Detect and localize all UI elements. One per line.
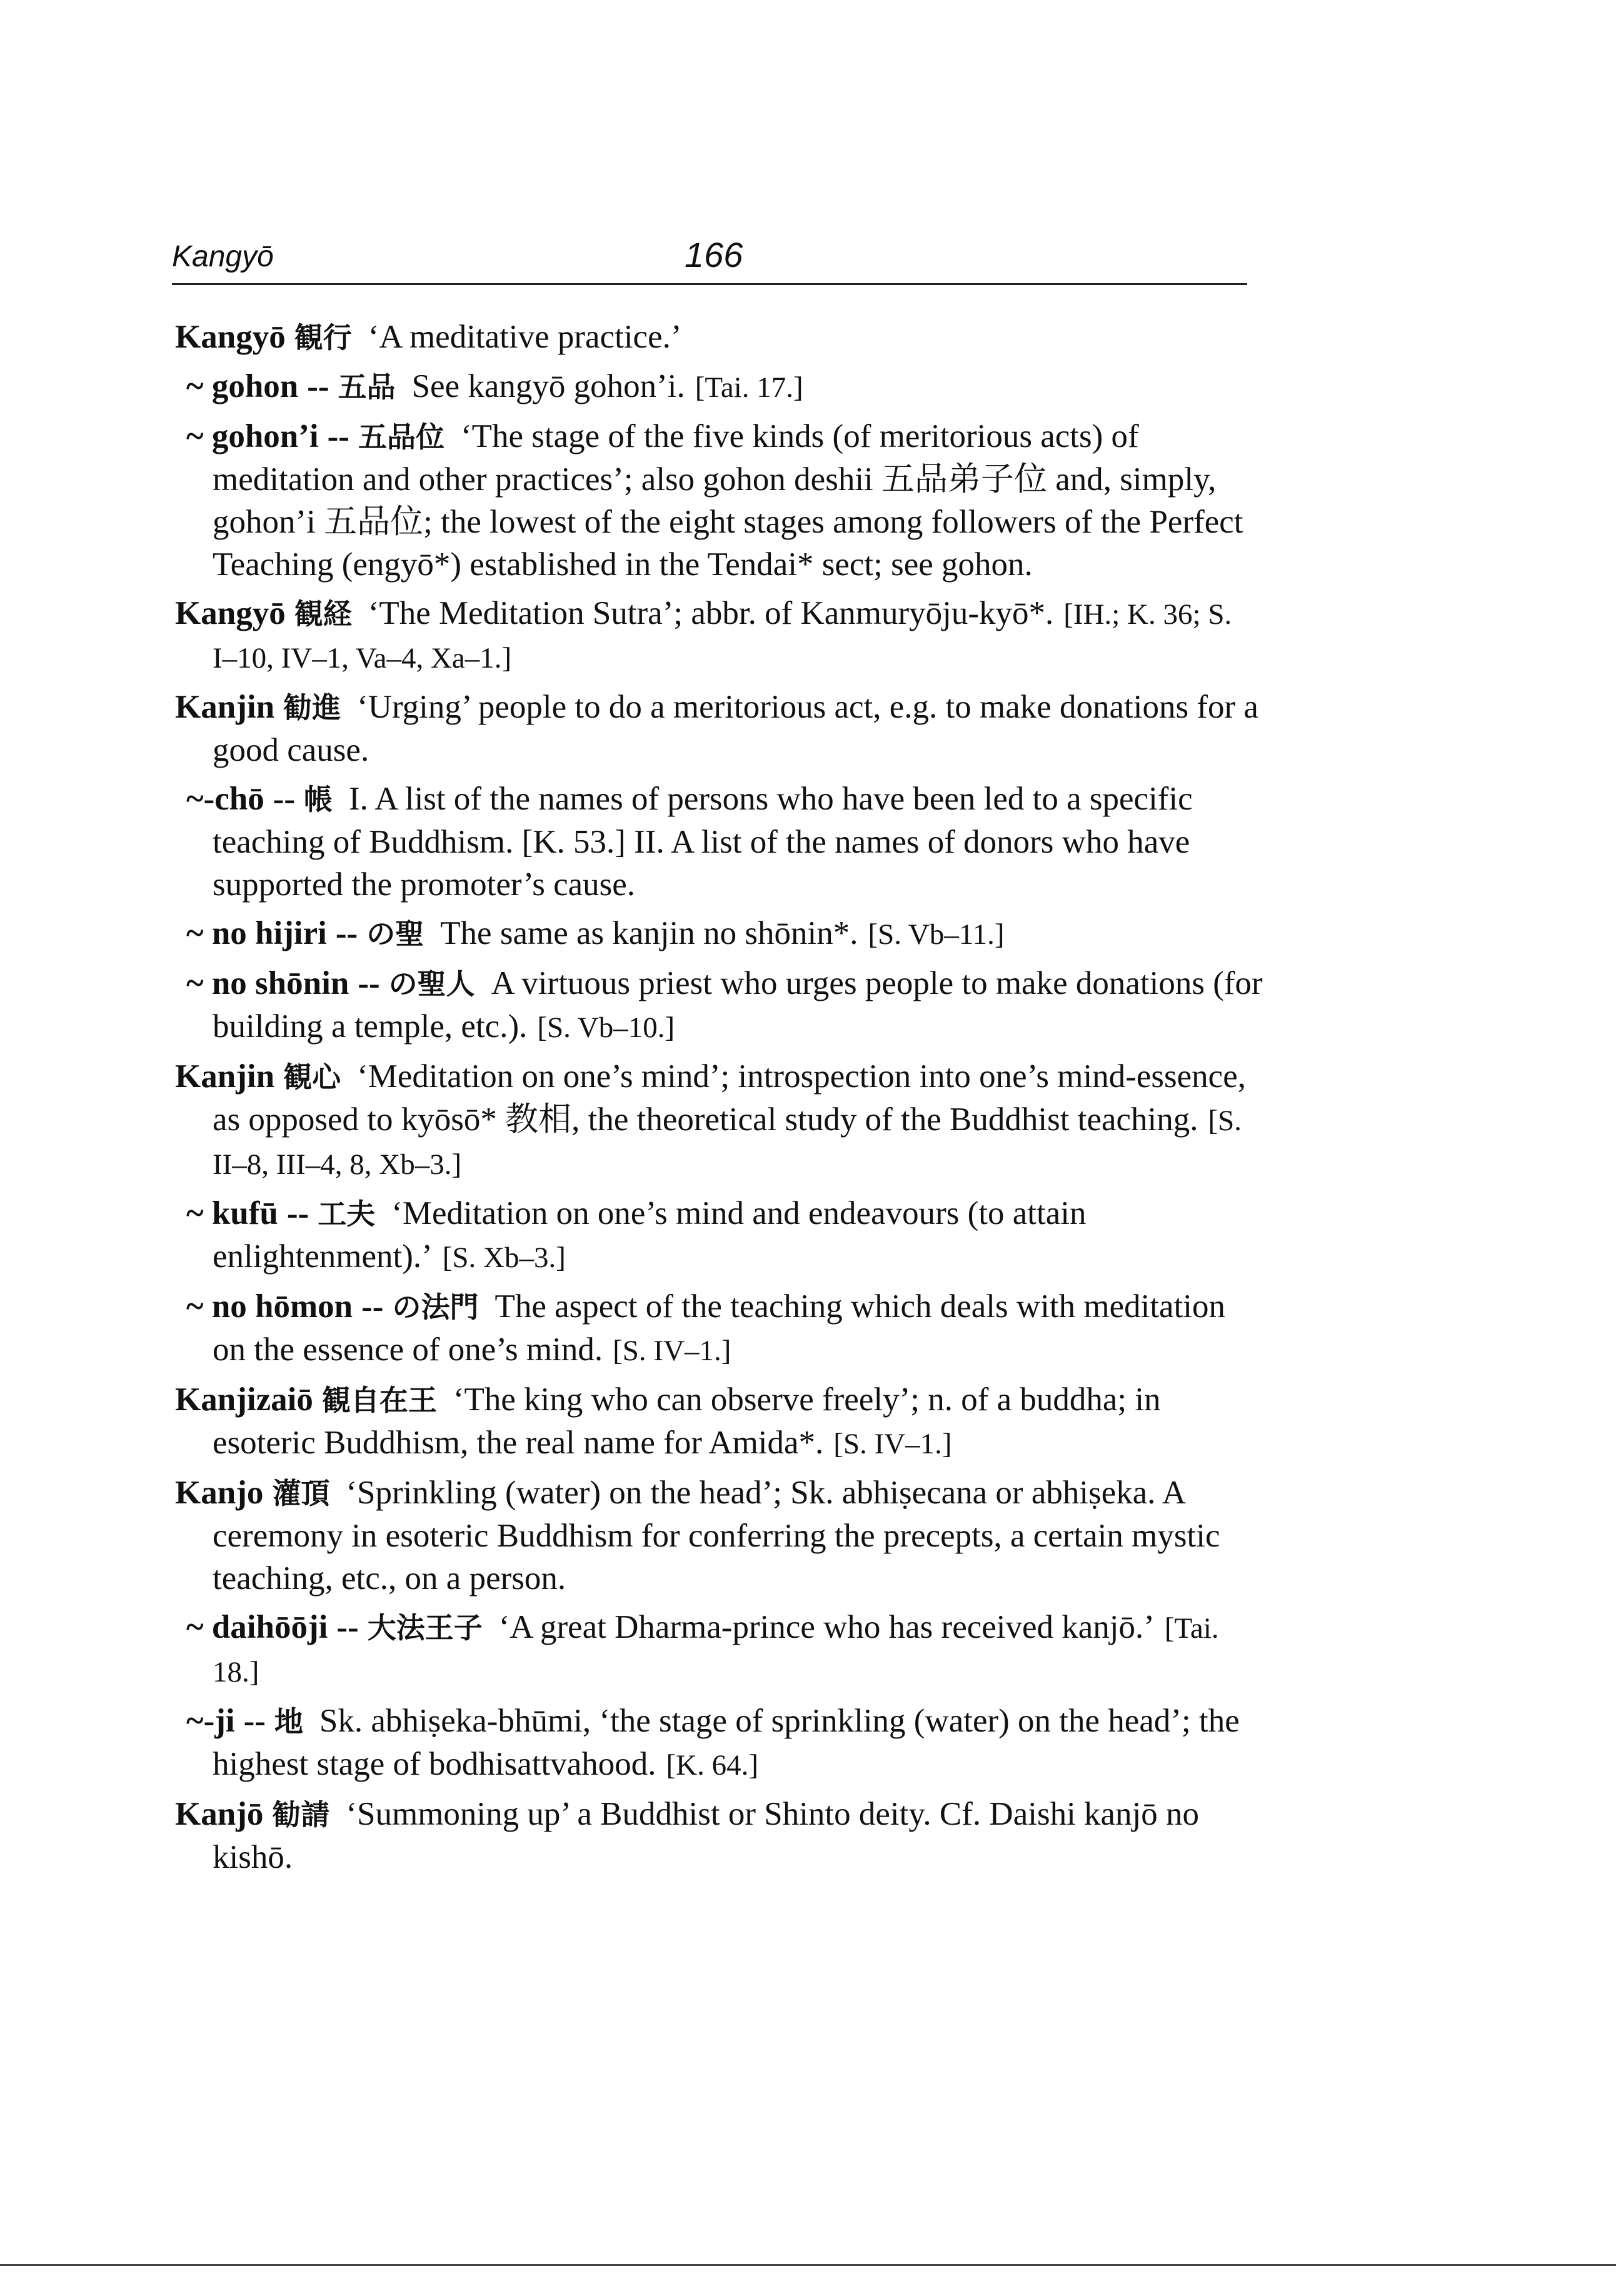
entry-definition: I. A list of the names of persons who have been led to a specific teaching of Buddhism. [K. 53.] II. A list of the names of donors who have supported the promoter’s cause. — [213, 781, 1193, 903]
entry-kanji: 五品位 — [358, 420, 444, 454]
entry-definition: The aspect of the teaching which deals with meditation on the essence of one’s mind. — [213, 1288, 1226, 1368]
entry-definition: ‘The stage of the five kinds (of meritorious acts) of meditation and other practices’; also gohon deshii 五品弟子位 and, simply, gohon’i 五品位; the lowest of the eight stages among followers of the Perfect Teaching (engyō*) established in the Tendai* sect; see gohon. — [213, 418, 1243, 583]
scan-edge-rule — [0, 2264, 1616, 2266]
entry-definition: ‘The Meditation Sutra’; abbr. of Kanmuryōju-kyō*. — [368, 595, 1054, 631]
tilde-mark: ~ — [186, 965, 212, 1001]
entry-definition: ‘Meditation on one’s mind and endeavours (to attain enlightenment).’ — [213, 1195, 1087, 1275]
entry-reference: [S. Xb–3.] — [442, 1241, 566, 1274]
entry-kanji: 勧進 — [283, 691, 341, 724]
entry-headword: Kanjin — [175, 1058, 275, 1095]
entry-definition: Sk. abhiṣeka-bhūmi, ‘the stage of sprinkling (water) on the head’; the highest stage of bodhisattvahood. — [213, 1703, 1240, 1782]
entry-kanji: 観自在王 — [321, 1383, 437, 1417]
dash-mark: -- — [273, 781, 296, 817]
header-rule — [172, 283, 1247, 285]
subentry-headword: no hōmon — [211, 1288, 353, 1325]
entry-definition: ‘Urging’ people to do a meritorious act, e.g. to make donations for a good cause. — [213, 689, 1258, 768]
entry-reference: [Tai. 17.] — [695, 371, 803, 404]
dash-mark: -- — [336, 1609, 359, 1645]
subentry-headword: daihōōji — [211, 1609, 328, 1645]
entry-definition: ‘Meditation on one’s mind’; introspection into one’s mind-essence, as opposed to kyōsō* 教相, the theoretical study of the Buddhist teaching. — [213, 1058, 1246, 1138]
dictionary-subentry — [175, 365, 1263, 409]
dictionary-subentry — [175, 962, 1263, 1049]
entry-definition: See kangyō gohon’i. — [411, 368, 685, 404]
tilde-mark: ~ — [186, 1703, 204, 1739]
subentry-headword: gohon — [211, 368, 299, 404]
entry-kanji: 大法王子 — [367, 1611, 483, 1645]
page-number: 166 — [685, 235, 743, 274]
entry-kanji: の聖 — [366, 917, 424, 951]
entry-headword: Kanjin — [175, 689, 275, 725]
subentry-headword: -ji — [203, 1703, 235, 1739]
running-head: Kangyō — [172, 240, 274, 273]
entry-kanji: 地 — [274, 1705, 303, 1738]
entry-kanji: 観行 — [294, 321, 352, 354]
entry-definition: ‘A great Dharma-prince who has received kanjō.’ — [498, 1609, 1155, 1645]
dictionary-entry — [175, 686, 1263, 771]
entry-definition: ‘The king who can observe freely’; n. of a buddha; in esoteric Buddhism, the real name for Amida*. — [213, 1381, 1161, 1461]
dictionary-subentry — [175, 1285, 1263, 1372]
dictionary-entry — [175, 1055, 1263, 1186]
entry-reference: [S. Vb–10.] — [537, 1011, 675, 1044]
entry-reference: [S. Vb–11.] — [868, 918, 1005, 951]
entry-definition: ‘A meditative practice.’ — [368, 319, 682, 355]
entry-headword: Kanjō — [175, 1796, 264, 1832]
entry-headword: Kanjo — [175, 1475, 264, 1511]
subentry-headword: no shōnin — [211, 965, 349, 1001]
subentry-headword: kufū — [211, 1195, 278, 1231]
dictionary-subentry — [175, 415, 1263, 586]
entry-headword: Kangyō — [175, 595, 286, 631]
entry-definition: The same as kanjin no shōnin*. — [440, 915, 858, 951]
entry-kanji: 灌頂 — [272, 1476, 330, 1510]
entry-kanji: 工夫 — [318, 1197, 376, 1231]
page-header — [172, 234, 1247, 284]
entry-kanji: 五品 — [338, 370, 396, 404]
tilde-mark: ~ — [186, 1288, 212, 1325]
entry-definition: A virtuous priest who urges people to make donations (for building a temple, etc.). — [213, 965, 1263, 1045]
dictionary-entry — [175, 316, 1263, 359]
dash-mark: -- — [286, 1195, 309, 1231]
entry-headword: Kangyō — [175, 319, 286, 355]
tilde-mark: ~ — [186, 418, 212, 454]
dash-mark: -- — [307, 368, 329, 404]
tilde-mark: ~ — [186, 781, 204, 817]
entry-reference: [S. II–8, III–4, 8, Xb–3.] — [213, 1105, 1242, 1181]
tilde-mark: ~ — [186, 1609, 212, 1645]
dash-mark: -- — [358, 965, 380, 1001]
dictionary-entry — [175, 1471, 1263, 1600]
entry-headword: Kanjizaiō — [175, 1381, 313, 1418]
dash-mark: -- — [361, 1288, 384, 1325]
tilde-mark: ~ — [186, 1195, 212, 1231]
dictionary-entry — [175, 1793, 1263, 1878]
entry-kanji: 勧請 — [272, 1798, 330, 1832]
entry-reference: [Tai. 18.] — [213, 1612, 1219, 1688]
entry-kanji: の聖人 — [388, 967, 475, 1001]
dictionary-entry — [175, 1378, 1263, 1465]
subentry-headword: -chō — [203, 781, 264, 817]
tilde-mark: ~ — [186, 368, 212, 404]
entry-definition: ‘Sprinkling (water) on the head’; Sk. abhiṣecana or abhiṣeka. A ceremony in esoteric Buddhism for conferring the precepts, a certain mystic teaching, etc., on a person. — [213, 1475, 1220, 1597]
entry-reference: [IH.; K. 36; S. I–10, IV–1, Va–4, Xa–1.] — [213, 598, 1232, 674]
entry-kanji: 帳 — [304, 783, 333, 816]
tilde-mark: ~ — [186, 915, 212, 951]
dictionary-subentry — [175, 1700, 1263, 1787]
dictionary-subentry — [175, 1606, 1263, 1693]
entry-kanji: 観心 — [283, 1060, 341, 1094]
subentry-headword: no hijiri — [211, 915, 327, 951]
entry-definition: ‘Summoning up’ a Buddhist or Shinto deity. Cf. Daishi kanjō no kishō. — [213, 1796, 1200, 1875]
subentry-headword: gohon’i — [211, 418, 319, 454]
entry-list — [175, 316, 1263, 1885]
dictionary-subentry — [175, 912, 1263, 956]
dash-mark: -- — [243, 1703, 266, 1739]
dash-mark: -- — [327, 418, 349, 454]
entry-reference: [K. 64.] — [666, 1749, 758, 1782]
entry-reference: [S. IV–1.] — [833, 1428, 952, 1460]
dash-mark: -- — [335, 915, 358, 951]
entry-kanji: の法門 — [392, 1290, 479, 1324]
dictionary-entry — [175, 592, 1263, 679]
entry-reference: [S. IV–1.] — [613, 1335, 731, 1367]
dictionary-subentry — [175, 778, 1263, 906]
entry-kanji: 観経 — [294, 597, 352, 631]
dictionary-subentry — [175, 1192, 1263, 1279]
